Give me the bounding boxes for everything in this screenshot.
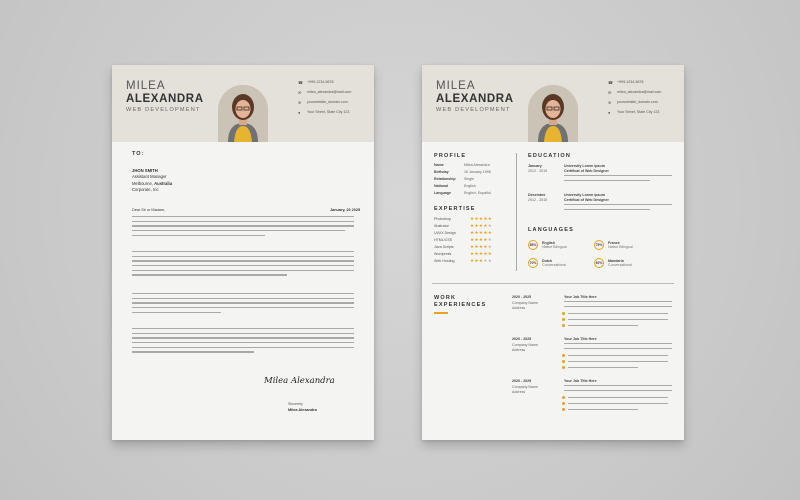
profile-row: National English [434, 184, 476, 188]
skill-row [434, 251, 514, 257]
language-item: 60% Mandarin Conversational [595, 258, 632, 268]
job-description [564, 301, 672, 310]
job-years: 2020 - 2025 [512, 295, 532, 299]
skill-row [434, 216, 514, 222]
contact-location: ● Your Street, State City 123 [608, 109, 660, 115]
contact-phone: ☎ +999-1234-5678 [298, 79, 334, 85]
last-name: ALEXANDRA [126, 93, 204, 105]
job-description [564, 343, 672, 352]
skill-row [434, 223, 514, 229]
closing: Sincerely [288, 402, 303, 406]
language-item: 70% Dutch Conversational [529, 258, 566, 268]
contact-phone: ☎ +999-1234-5678 [608, 79, 644, 85]
signer-name: Milea Alexandra [288, 408, 317, 412]
rating-stars-icon: ★★★★★ [470, 230, 493, 235]
job-title: Your Job Title Here [564, 379, 597, 383]
bullet-icon [562, 366, 565, 369]
rating-stars-icon: ★★★★★ [470, 216, 493, 221]
job-company: Company Name [512, 385, 538, 389]
rating-stars-icon: ★★★★★ [470, 237, 493, 242]
education-entry: January 2012 - 2015 University Lorem Ipsum Certificat of Web Designer [528, 164, 678, 186]
profile-row: Birthday 16 January 1996 [434, 170, 491, 174]
job-years: 2020 - 2025 [512, 337, 532, 341]
first-name: MILEA [126, 80, 166, 92]
bullet-icon [562, 402, 565, 405]
signature: Milea Alexandra [264, 376, 335, 386]
skill-name: Photoshop [434, 217, 452, 221]
skill-name: Illustrator [434, 224, 449, 228]
expertise-heading: EXPERTISE [434, 206, 476, 212]
email-icon: ✉ [298, 89, 302, 95]
contact-list [298, 77, 370, 117]
skill-row [434, 230, 514, 236]
profile-heading: PROFILE [434, 153, 467, 159]
web-icon: ⊕ [608, 99, 612, 105]
rating-stars-icon: ★★★★★ [470, 258, 493, 263]
bullet-icon [562, 396, 565, 399]
bullet-icon [562, 408, 565, 411]
skill-name: Web Hosting [434, 259, 455, 263]
phone-icon: ☎ [298, 79, 303, 85]
work-accent-bar [434, 312, 448, 314]
profile-photo [218, 85, 268, 142]
bullet-icon [562, 360, 565, 363]
language-item: 85% English Native Bilingual [529, 240, 567, 250]
bullet-icon [562, 354, 565, 357]
skill-row [434, 258, 514, 264]
job-title: Your Job Title Here [564, 337, 597, 341]
phone-icon: ☎ [608, 79, 613, 85]
rating-stars-icon: ★★★★★ [470, 251, 493, 256]
job-description [564, 385, 672, 394]
column-divider [516, 153, 517, 271]
rating-stars-icon: ★★★★★ [470, 244, 493, 249]
location-icon: ● [298, 109, 301, 115]
recipient-block: JHON SMITH Assistant Manager Melbourne, Australia Corporate, Inc [132, 168, 173, 192]
recipient-company: Corporate, Inc [132, 186, 159, 192]
letter-date: January, 20 2025 [330, 208, 361, 212]
job-address: Address [512, 306, 526, 310]
contact-location: ● Your Street, State City 123 [298, 109, 350, 115]
to-label: TO: [132, 151, 145, 157]
job-entry [512, 295, 677, 333]
letter-paragraph [132, 251, 354, 279]
profile-row: Relationship Single [434, 177, 474, 181]
cover-letter-page [112, 65, 374, 440]
work-heading: WORK EXPERIENCES [434, 295, 487, 308]
languages-heading: LANGUAGES [528, 227, 574, 233]
letter-paragraph [132, 293, 354, 316]
profile-photo [528, 85, 578, 142]
education-entry: December 2012 - 2015 University Lorem Ipsum Certificat of Web Designer [528, 193, 678, 215]
letter-paragraph [132, 216, 354, 239]
contact-email: ✉ milea_alexandra@mail.com [608, 89, 662, 95]
contact-web: ⊕ yourwebsite_domain.com [608, 99, 658, 105]
job-company: Company Name [512, 301, 538, 305]
first-name: MILEA [436, 80, 476, 92]
job-entry [512, 379, 677, 417]
skill-name: UI/UX Design [434, 231, 456, 235]
job-entry [512, 337, 677, 375]
bullet-icon [562, 312, 565, 315]
contact-email: ✉ milea_alexandra@mail.com [298, 89, 352, 95]
letter-paragraph [132, 328, 354, 356]
job-company: Company Name [512, 343, 538, 347]
greeting: Dear Sir or Madam, [132, 208, 166, 212]
skill-row [434, 244, 514, 250]
job-role: WEB DEVELOPMENT [126, 107, 201, 113]
job-role: WEB DEVELOPMENT [436, 107, 511, 113]
skill-name: Wordpress [434, 252, 452, 256]
skill-row [434, 237, 514, 243]
resume-page [422, 65, 684, 440]
profile-row: Name Milea Alexandra [434, 163, 490, 167]
web-icon: ⊕ [298, 99, 302, 105]
recipient-title: Assistant Manager [132, 173, 167, 179]
bullet-icon [562, 324, 565, 327]
job-title: Your Job Title Here [564, 295, 597, 299]
location-icon: ● [608, 109, 611, 115]
contact-web: ⊕ yourwebsite_domain.com [298, 99, 348, 105]
email-icon: ✉ [608, 89, 612, 95]
last-name: ALEXANDRA [436, 93, 514, 105]
skill-name: HTML/CSS [434, 238, 453, 242]
rating-stars-icon: ★★★★★ [470, 223, 493, 228]
job-years: 2020 - 2025 [512, 379, 532, 383]
contact-list [608, 77, 680, 117]
education-heading: EDUCATION [528, 153, 572, 159]
skill-name: Java Scripts [434, 245, 454, 249]
recipient-city: Australia [154, 181, 173, 186]
language-item: 75% France Native Bilingual [595, 240, 633, 250]
section-divider [432, 283, 674, 284]
recipient-name: JHON SMITH [132, 168, 158, 173]
bullet-icon [562, 318, 565, 321]
profile-row: Language English, Español [434, 191, 491, 195]
job-address: Address [512, 348, 526, 352]
job-address: Address [512, 390, 526, 394]
